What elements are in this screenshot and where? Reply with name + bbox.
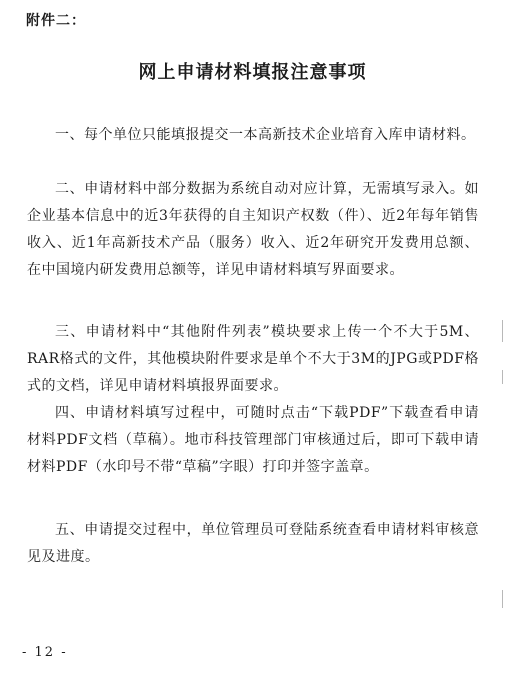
paragraph-item-4: 四、申请材料填写过程中，可随时点击“下载PDF”下载查看申请材料PDF文档（草稿）。地市科技管理部门审核通过后，即可下载申请材料PDF（水印号不带“草稿”字眼）打印并签字盖章。 (27, 405, 479, 475)
page-number: - 12 - (22, 645, 68, 660)
attachment-label: 附件二： (26, 13, 86, 29)
scan-edge-mark (502, 590, 503, 608)
document-title: 网上申请材料填报注意事项 (138, 62, 367, 83)
paragraph-item-5: 五、申请提交过程中，单位管理员可登陆系统查看申请材料审核意见及进度。 (27, 522, 479, 565)
scan-edge-mark (502, 370, 503, 384)
paragraph-item-2: 二、申请材料中部分数据为系统自动对应计算，无需填写录入。如企业基本信息中的近3年获得的自主知识产权数（件）、近2年每年销售收入、近1年高新技术产品（服务）收入、近2年研究开发费用总额、在中国境内研发费用总额等，详见申请材料填写界面要求。 (27, 181, 479, 278)
paragraph-item-3: 三、申请材料中“其他附件列表”模块要求上传一个不大于5M、RAR格式的文件，其他模块附件要求是单个不大于3M的JPG或PDF格式的文档，详见申请材料填报界面要求。 (27, 324, 479, 394)
scan-edge-mark (502, 320, 503, 342)
paragraph-item-1: 一、每个单位只能填报提交一本高新技术企业培育入库申请材料。 (55, 127, 476, 143)
